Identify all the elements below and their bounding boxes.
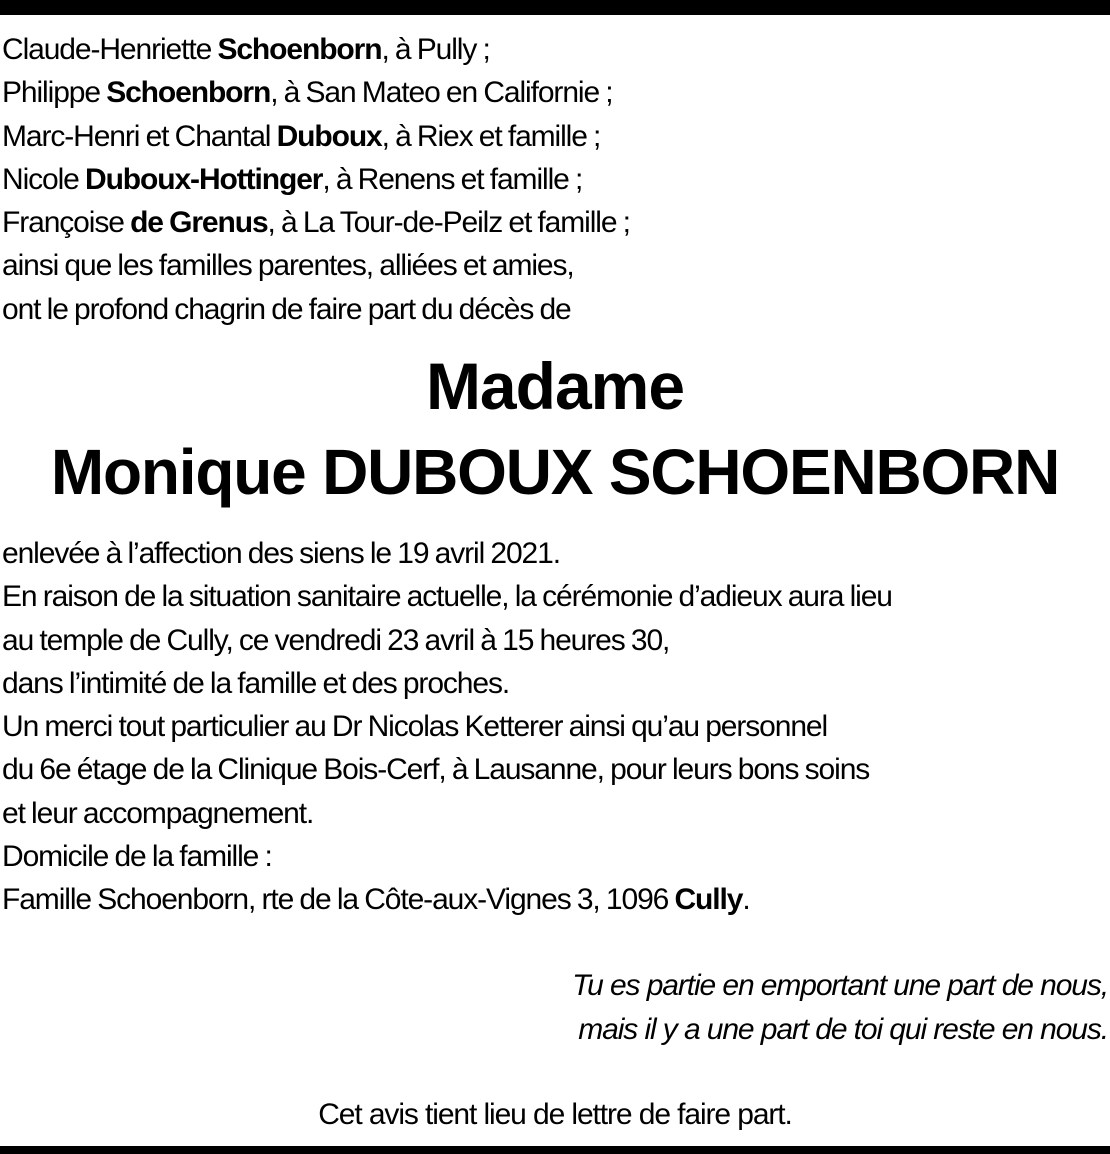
body-line [2,619,1107,662]
announcement-line [2,288,1107,331]
body-line-text: Domicile de la famille : [2,840,272,874]
family-surname: Schoenborn [217,33,382,66]
body-line-text: enlevée à l’affection des siens le 19 avril 2021. [2,537,560,570]
family-line-location: , à San Mateo en Californie ; [270,76,613,110]
family-line-text: Françoise [2,206,131,240]
address-text: Famille Schoenborn, rte de la Côte-aux-Vignes 3, 1096 [2,883,675,917]
family-line-text: Marc-Henri et Chantal [2,119,277,153]
body-line-text: En raison de la situation sanitaire actuelle, la cérémonie d’adieux aura lieu [2,580,892,614]
body-line [2,705,1107,748]
body-line-text: au temple de Cully, ce vendredi 23 avril à 15 heures 30, [2,623,670,657]
address-line [2,878,1107,921]
top-border [0,0,1110,15]
family-line [2,201,1107,244]
body-line [2,748,1107,791]
body-line [2,662,1107,705]
family-line [2,28,1107,71]
quote-line-1: Tu es partie en emportant une part de nous, [572,969,1108,1002]
family-line [2,71,1107,114]
address-punctuation: . [742,883,750,917]
body-line-text: et leur accompagnement. [2,796,314,830]
family-line-text: ainsi que les familles parentes, alliées et amies, [2,249,574,283]
deceased-title: Madame [425,349,685,423]
family-line [2,158,1107,201]
family-line-location: , à Renens et famille ; [322,162,583,196]
closing-note: Cet avis tient lieu de lettre de faire part. [318,1098,792,1131]
notice-body [2,532,1107,922]
family-surname: Schoenborn [106,76,271,110]
quote-line-2: mais il y a une part de toi qui reste en nous. [578,1013,1108,1046]
family-line-text: Philippe [2,76,107,110]
family-line [2,115,1107,158]
body-line-text: du 6e étage de la Clinique Bois-Cerf, à Lausanne, pour leurs bons soins [2,753,870,787]
body-line [2,532,1107,575]
bottom-border [0,1146,1110,1154]
body-line-text: dans l’intimité de la famille et des proches. [2,666,510,700]
family-line [2,244,1107,287]
body-line-text: Un merci tout particulier au Dr Nicolas Ketterer ainsi qu’au personnel [2,710,828,744]
family-list [2,28,1107,331]
memorial-quote [572,964,1108,1052]
body-line [2,575,1107,618]
family-line-text: Claude-Henriette [2,33,218,66]
family-surname: Duboux-Hottinger [85,162,323,196]
body-line [2,835,1107,878]
body-line [2,792,1107,835]
address-town: Cully [674,883,743,917]
family-line-location: , à La Tour-de-Peilz et famille ; [267,206,630,240]
family-line-location: , à Riex et famille ; [381,119,601,153]
family-line-location: , à Pully ; [381,33,490,66]
family-surname: de Grenus [130,206,268,240]
announcement-text: ont le profond chagrin de faire part du décès de [2,292,571,326]
family-surname: Duboux [276,119,382,153]
family-line-text: Nicole [2,162,85,196]
deceased-name: Monique DUBOUX SCHOENBORN [50,436,1060,508]
